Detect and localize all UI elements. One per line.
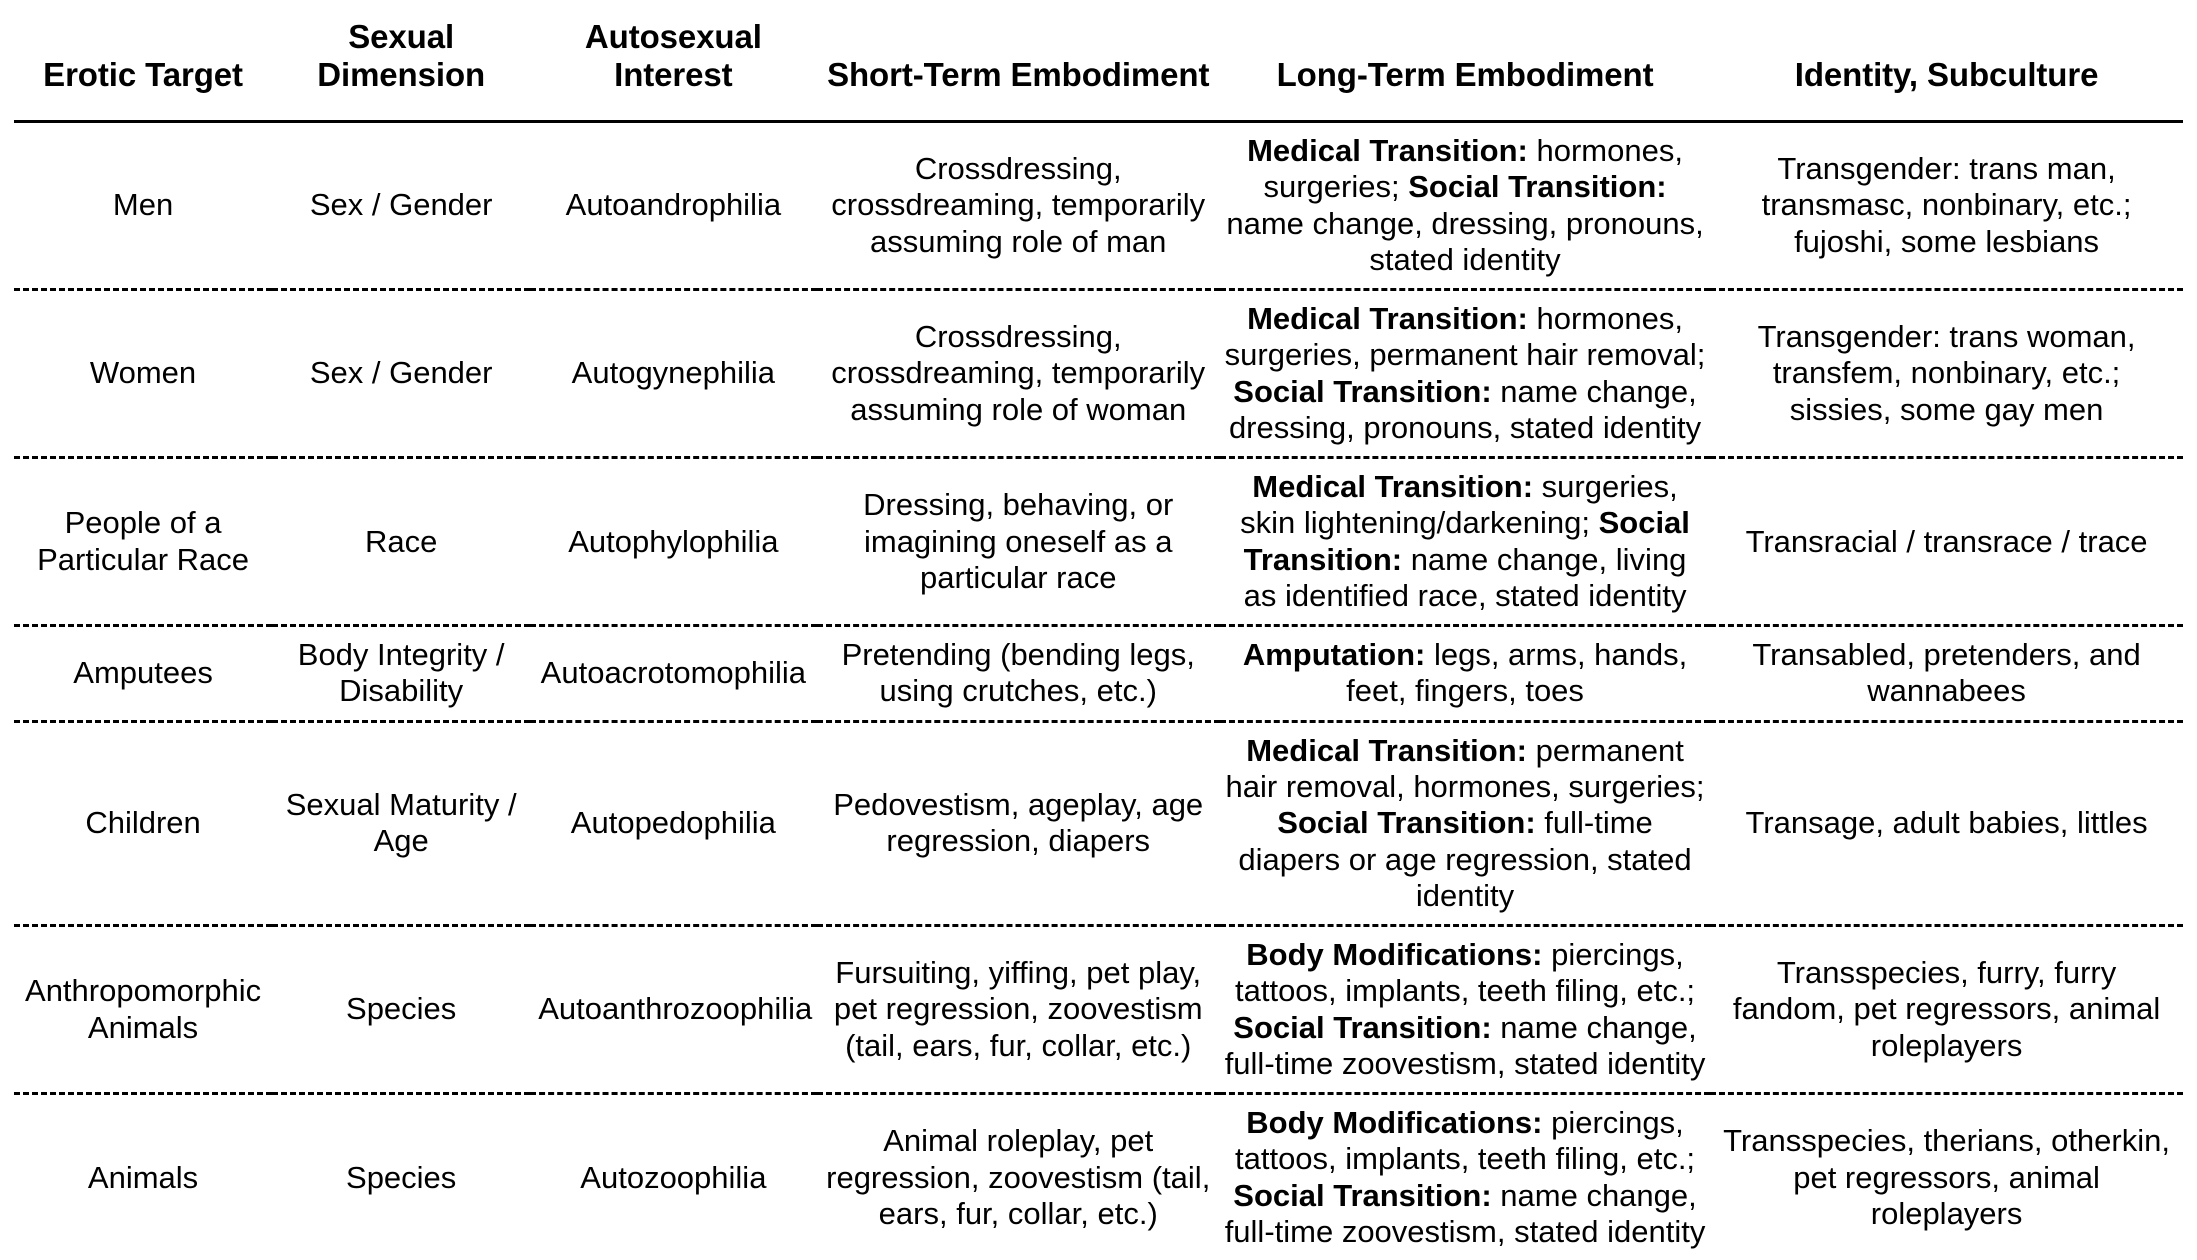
cell-identity-subculture-text: Transabled, pretenders, and wannabees (1718, 637, 2175, 710)
cell-autosexual-interest-text: Autoandrophilia (538, 187, 808, 223)
cell-short-term-embodiment-text: Pedovestism, ageplay, age regression, diapers (825, 787, 1212, 860)
cell-erotic-target (14, 122, 272, 290)
column-header-sexual-dimension: Sexual Dimension (272, 0, 530, 122)
column-header-long-term-embodiment: Long-Term Embodiment (1220, 0, 1710, 122)
long-term-text: name change, dressing, pronouns, stated identity (1226, 206, 1703, 277)
long-term-text: piercings, tattoos, implants, teeth filing, etc.; (1235, 1105, 1695, 1176)
table-row (14, 290, 2183, 458)
long-term-label: Medical Transition: (1247, 133, 1528, 168)
cell-short-term-embodiment-text: Dressing, behaving, or imagining oneself as a particular race (825, 487, 1212, 596)
cell-short-term-embodiment (817, 458, 1220, 626)
cell-short-term-embodiment (817, 721, 1220, 925)
long-term-label: Body Modifications: (1246, 1105, 1542, 1140)
long-term-text: surgeries, skin lightening/darkening; (1240, 469, 1678, 540)
cell-autosexual-interest (530, 122, 816, 290)
cell-long-term-embodiment (1220, 290, 1710, 458)
cell-autosexual-interest (530, 926, 816, 1094)
cell-sexual-dimension-text: Sexual Maturity / Age (280, 787, 522, 860)
cell-autosexual-interest (530, 721, 816, 925)
long-term-label: Social Transition: (1233, 1178, 1491, 1213)
cell-short-term-embodiment (817, 1094, 1220, 1260)
long-term-text: name change, living as identified race, stated identity (1244, 542, 1687, 613)
table-row (14, 721, 2183, 925)
cell-identity-subculture (1710, 122, 2183, 290)
cell-short-term-embodiment-text: Crossdressing, crossdreaming, temporarily assuming role of man (825, 151, 1212, 260)
cell-identity-subculture (1710, 721, 2183, 925)
long-term-label: Social Transition: (1233, 1010, 1491, 1045)
cell-autosexual-interest (530, 290, 816, 458)
cell-autosexual-interest (530, 458, 816, 626)
cell-identity-subculture (1710, 626, 2183, 722)
long-term-text: permanent hair removal, hormones, surgeries; (1226, 733, 1705, 804)
cell-sexual-dimension-text: Sex / Gender (280, 187, 522, 223)
header-row (14, 0, 2183, 122)
cell-sexual-dimension (272, 721, 530, 925)
cell-long-term-embodiment (1220, 122, 1710, 290)
long-term-label: Social Transition: (1277, 805, 1535, 840)
cell-long-term-embodiment (1220, 458, 1710, 626)
column-header-identity-subculture: Identity, Subculture (1710, 0, 2183, 122)
cell-erotic-target (14, 458, 272, 626)
cell-autosexual-interest-text: Autophylophilia (538, 524, 808, 560)
long-term-label: Medical Transition: (1246, 733, 1527, 768)
cell-erotic-target (14, 926, 272, 1094)
column-header-short-term-embodiment: Short-Term Embodiment (817, 0, 1220, 122)
long-term-text: hormones, surgeries; (1263, 133, 1682, 204)
cell-short-term-embodiment-text: Crossdressing, crossdreaming, temporarily assuming role of woman (825, 319, 1212, 428)
long-term-label: Social Transition: (1244, 505, 1690, 576)
long-term-label: Body Modifications: (1246, 937, 1542, 972)
cell-long-term-embodiment (1220, 721, 1710, 925)
long-term-text: name change, full-time zoovestism, stated identity (1225, 1010, 1706, 1081)
cell-short-term-embodiment (817, 926, 1220, 1094)
cell-erotic-target-text: Men (22, 187, 264, 223)
long-term-label: Amputation: (1243, 637, 1426, 672)
cell-sexual-dimension-text: Body Integrity / Disability (280, 637, 522, 710)
cell-autosexual-interest (530, 626, 816, 722)
cell-short-term-embodiment (817, 290, 1220, 458)
cell-identity-subculture (1710, 290, 2183, 458)
cell-erotic-target-text: Anthropomorphic Animals (22, 973, 264, 1046)
long-term-label: Medical Transition: (1252, 469, 1533, 504)
cell-identity-subculture (1710, 458, 2183, 626)
cell-erotic-target (14, 626, 272, 722)
cell-sexual-dimension (272, 290, 530, 458)
cell-erotic-target (14, 290, 272, 458)
cell-erotic-target-text: Women (22, 355, 264, 391)
long-term-text: hormones, surgeries, permanent hair removal; (1225, 301, 1706, 372)
cell-sexual-dimension (272, 626, 530, 722)
erotic-target-identity-table (14, 0, 2183, 1260)
long-term-label: Medical Transition: (1247, 301, 1528, 336)
column-header-erotic-target: Erotic Target (14, 0, 272, 122)
cell-erotic-target (14, 721, 272, 925)
cell-identity-subculture-text: Transgender: trans woman, transfem, nonbinary, etc.; sissies, some gay men (1718, 319, 2175, 428)
table-row (14, 458, 2183, 626)
table-row (14, 626, 2183, 722)
table-row (14, 1094, 2183, 1260)
table-body (14, 122, 2183, 1260)
cell-short-term-embodiment-text: Fursuiting, yiffing, pet play, pet regression, zoovestism (tail, ears, fur, collar, etc.) (825, 955, 1212, 1064)
cell-identity-subculture-text: Transspecies, furry, furry fandom, pet regressors, animal roleplayers (1718, 955, 2175, 1064)
cell-long-term-embodiment (1220, 626, 1710, 722)
cell-autosexual-interest (530, 1094, 816, 1260)
cell-sexual-dimension-text: Species (280, 1160, 522, 1196)
cell-autosexual-interest-text: Autoacrotomophilia (538, 655, 808, 691)
column-header-autosexual-interest: Autosexual Interest (530, 0, 816, 122)
cell-sexual-dimension (272, 122, 530, 290)
long-term-text: name change, dressing, pronouns, stated identity (1229, 374, 1701, 445)
cell-sexual-dimension-text: Race (280, 524, 522, 560)
long-term-text: piercings, tattoos, implants, teeth filing, etc.; (1235, 937, 1695, 1008)
cell-identity-subculture (1710, 1094, 2183, 1260)
long-term-text: name change, full-time zoovestism, stated identity (1225, 1178, 1706, 1249)
cell-sexual-dimension (272, 1094, 530, 1260)
cell-erotic-target (14, 1094, 272, 1260)
cell-identity-subculture-text: Transage, adult babies, littles (1718, 805, 2175, 841)
cell-sexual-dimension (272, 458, 530, 626)
cell-identity-subculture-text: Transgender: trans man, transmasc, nonbinary, etc.; fujoshi, some lesbians (1718, 151, 2175, 260)
cell-short-term-embodiment-text: Pretending (bending legs, using crutches, etc.) (825, 637, 1212, 710)
cell-autosexual-interest-text: Autogynephilia (538, 355, 808, 391)
cell-identity-subculture (1710, 926, 2183, 1094)
cell-erotic-target-text: People of a Particular Race (22, 505, 264, 578)
long-term-label: Social Transition: (1408, 169, 1666, 204)
cell-erotic-target-text: Animals (22, 1160, 264, 1196)
cell-long-term-embodiment (1220, 1094, 1710, 1260)
cell-erotic-target-text: Children (22, 805, 264, 841)
cell-identity-subculture-text: Transracial / transrace / trace (1718, 524, 2175, 560)
cell-short-term-embodiment (817, 626, 1220, 722)
table-row (14, 122, 2183, 290)
cell-autosexual-interest-text: Autoanthrozoophilia (538, 991, 808, 1027)
cell-autosexual-interest-text: Autozoophilia (538, 1160, 808, 1196)
cell-long-term-embodiment (1220, 926, 1710, 1094)
table-header (14, 0, 2183, 122)
long-term-text: full-time diapers or age regression, stated identity (1238, 805, 1691, 913)
table-row (14, 926, 2183, 1094)
cell-sexual-dimension-text: Species (280, 991, 522, 1027)
cell-sexual-dimension (272, 926, 530, 1094)
cell-sexual-dimension-text: Sex / Gender (280, 355, 522, 391)
cell-short-term-embodiment-text: Animal roleplay, pet regression, zoovestism (tail, ears, fur, collar, etc.) (825, 1123, 1212, 1232)
cell-autosexual-interest-text: Autopedophilia (538, 805, 808, 841)
long-term-text: legs, arms, hands, feet, fingers, toes (1346, 637, 1687, 708)
cell-identity-subculture-text: Transspecies, therians, otherkin, pet regressors, animal roleplayers (1718, 1123, 2175, 1232)
cell-short-term-embodiment (817, 122, 1220, 290)
long-term-label: Social Transition: (1233, 374, 1491, 409)
cell-erotic-target-text: Amputees (22, 655, 264, 691)
